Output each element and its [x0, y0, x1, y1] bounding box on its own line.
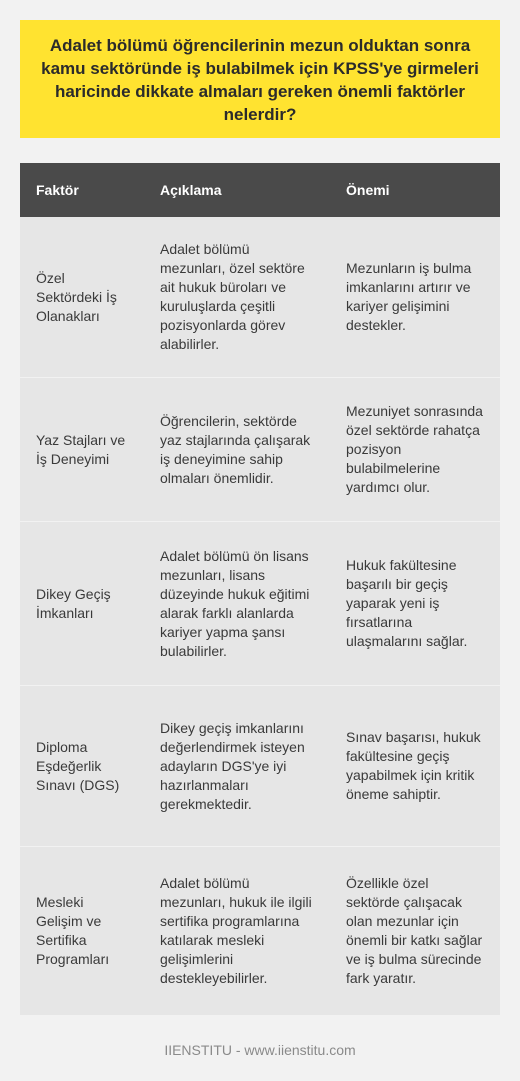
cell-factor: Mesleki Gelişim ve Sertifika Programları	[20, 847, 144, 1016]
cell-factor: Özel Sektördeki İş Olanakları	[20, 217, 144, 378]
cell-importance: Mezuniyet sonrasında özel sektörde rahatça pozisyon bulabilmelerine yardımcı olur.	[330, 378, 500, 522]
table-row	[20, 217, 500, 378]
table-row	[20, 686, 500, 847]
cell-factor: Diploma Eşdeğerlik Sınavı (DGS)	[20, 686, 144, 847]
header-factor: Faktör	[20, 163, 144, 217]
table-row	[20, 522, 500, 686]
header-description: Açıklama	[144, 163, 330, 217]
table-header-row	[20, 163, 500, 217]
cell-importance: Özellikle özel sektörde çalışacak olan mezunlar için önemli bir katkı sağlar ve iş bulma sürecinde fark yaratır.	[330, 847, 500, 1016]
page-title: Adalet bölümü öğrencilerinin mezun olduktan sonra kamu sektöründe iş bulabilmek için KPSS'ye girmeleri haricinde dikkate almaları gereken önemli faktörler nelerdir?	[20, 20, 500, 138]
cell-importance: Sınav başarısı, hukuk fakültesine geçiş yapabilmek için kritik öneme sahiptir.	[330, 686, 500, 847]
factors-table	[20, 163, 500, 1016]
cell-factor: Dikey Geçiş İmkanları	[20, 522, 144, 686]
table-row	[20, 847, 500, 1016]
table-row	[20, 378, 500, 522]
cell-importance: Mezunların iş bulma imkanlarını artırır ve kariyer gelişimini destekler.	[330, 217, 500, 378]
header-importance: Önemi	[330, 163, 500, 217]
cell-description: Öğrencilerin, sektörde yaz stajlarında çalışarak iş deneyimine sahip olmaları önemlidir.	[144, 378, 330, 522]
cell-importance: Hukuk fakültesine başarılı bir geçiş yaparak yeni iş fırsatlarına ulaşmalarını sağlar.	[330, 522, 500, 686]
cell-description: Adalet bölümü mezunları, hukuk ile ilgili sertifika programlarına katılarak mesleki gelişimlerini destekleyebilirler.	[144, 847, 330, 1016]
footer-credit: IIENSTITU - www.iienstitu.com	[164, 1042, 356, 1058]
cell-description: Adalet bölümü ön lisans mezunları, lisans düzeyinde hukuk eğitimi alarak farklı alanlarda kariyer yapma şansı bulabilirler.	[144, 522, 330, 686]
cell-factor: Yaz Stajları ve İş Deneyimi	[20, 378, 144, 522]
cell-description: Adalet bölümü mezunları, özel sektöre ait hukuk büroları ve kuruluşlarda çeşitli pozisyonlarda görev alabilirler.	[144, 217, 330, 378]
cell-description: Dikey geçiş imkanlarını değerlendirmek isteyen adayların DGS'ye iyi hazırlanmaları gerekmektedir.	[144, 686, 330, 847]
